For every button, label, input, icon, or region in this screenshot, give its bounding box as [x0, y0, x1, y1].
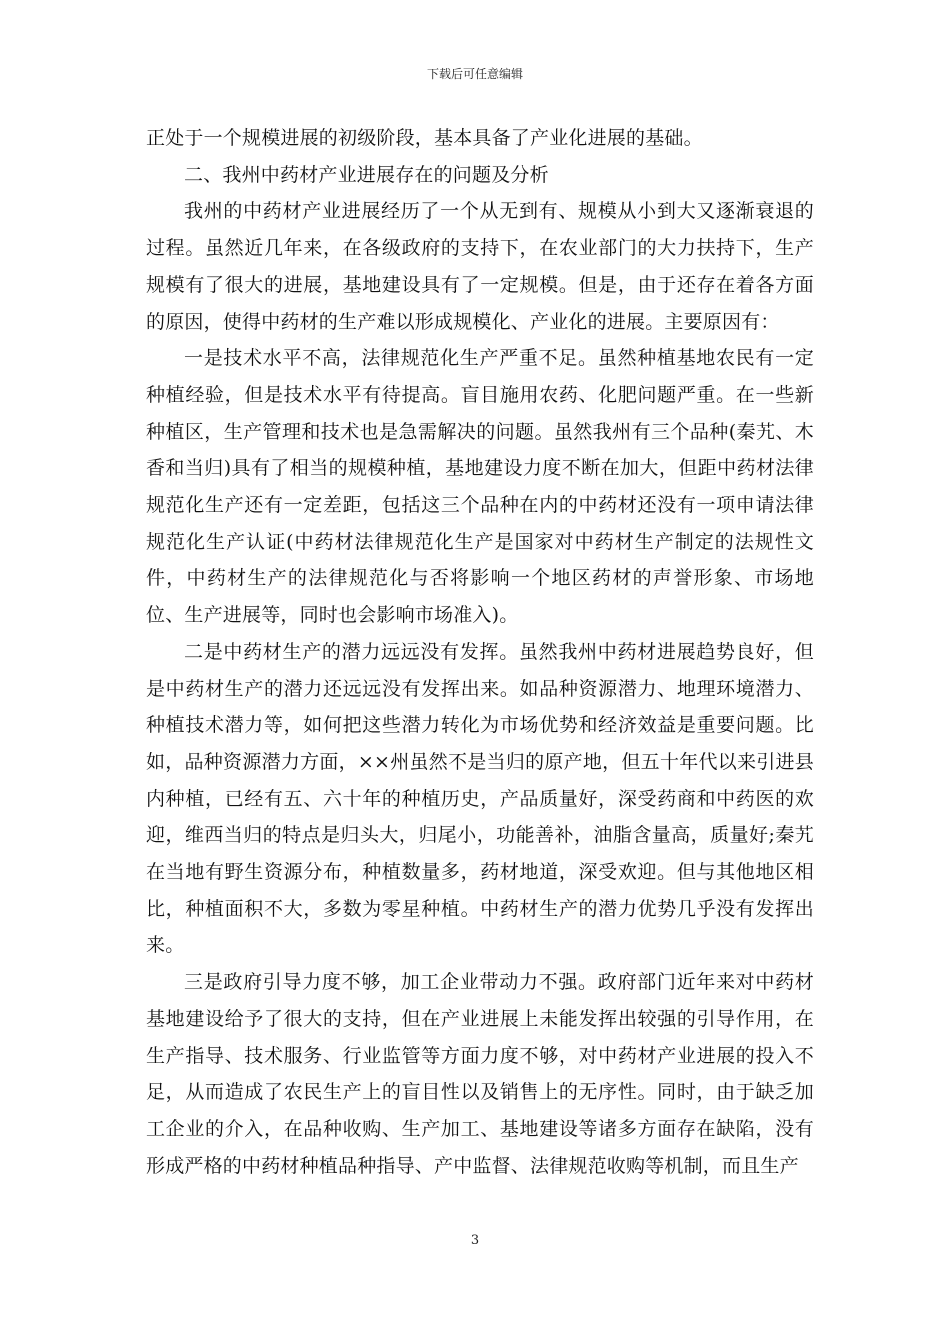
document-body	[146, 120, 814, 1184]
paragraph: 我州的中药材产业进展经历了一个从无到有、规模从小到大又逐渐衰退的过程。虽然近几年来，在各级政府的支持下，在农业部门的大力扶持下，生产规模有了很大的进展，基地建设具有了一定规模。但是，由于还存在着各方面的原因，使得中药材的生产难以形成规模化、产业化的进展。主要原因有：	[146, 200, 814, 333]
paragraph-continuation: 正处于一个规模进展的初级阶段，基本具备了产业化进展的基础。	[146, 127, 703, 149]
paragraph: 三是政府引导力度不够，加工企业带动力不强。政府部门近年来对中药材基地建设给予了很大的支持，但在产业进展上未能发挥出较强的引导作用，在生产指导、技术服务、行业监管等方面力度不够，对中药材产业进展的投入不足，从而造成了农民生产上的盲目性以及销售上的无序性。同时，由于缺乏加工企业的介入，在品种收购、生产加工、基地建设等诸多方面存在缺陷，没有形成严格的中药材种植品种指导、产中监督、法律规范收购等机制，而且生产	[146, 971, 814, 1177]
page-number: 3	[470, 1233, 480, 1248]
paragraph: 二是中药材生产的潜力远远没有发挥。虽然我州中药材进展趋势良好，但是中药材生产的潜力还远远没有发挥出来。如品种资源潜力、地理环境潜力、种植技术潜力等，如何把这些潜力转化为市场优势和经济效益是重要问题。比如，品种资源潜力方面，××州虽然不是当归的原产地，但五十年代以来引进县内种植，已经有五、六十年的种植历史，产品质量好，深受药商和中药医的欢迎，维西当归的特点是归头大，归尾小，功能善补，油脂含量高，质量好;秦艽在当地有野生资源分布，种植数量多，药材地道，深受欢迎。但与其他地区相比，种植面积不大，多数为零星种植。中药材生产的潜力优势几乎没有发挥出来。	[146, 640, 814, 957]
page-header: 下载后可任意编辑	[426, 67, 523, 81]
section-heading: 二、我州中药材产业进展存在的问题及分析	[184, 163, 549, 186]
paragraph: 一是技术水平不高，法律规范化生产严重不足。虽然种植基地农民有一定种植经验，但是技术水平有待提高。盲目施用农药、化肥问题严重。在一些新种植区，生产管理和技术也是急需解决的问题。虽然我州有三个品种(秦艽、木香和当归)具有了相当的规模种植，基地建设力度不断在加大，但距中药材法律规范化生产还有一定差距，包括这三个品种在内的中药材还没有一项申请法律规范化生产认证(中药材法律规范化生产是国家对中药材生产制定的法规性文件，中药材生产的法律规范化与否将影响一个地区药材的声誉形象、市场地位、生产进展等，同时也会影响市场准入)。	[146, 347, 814, 627]
